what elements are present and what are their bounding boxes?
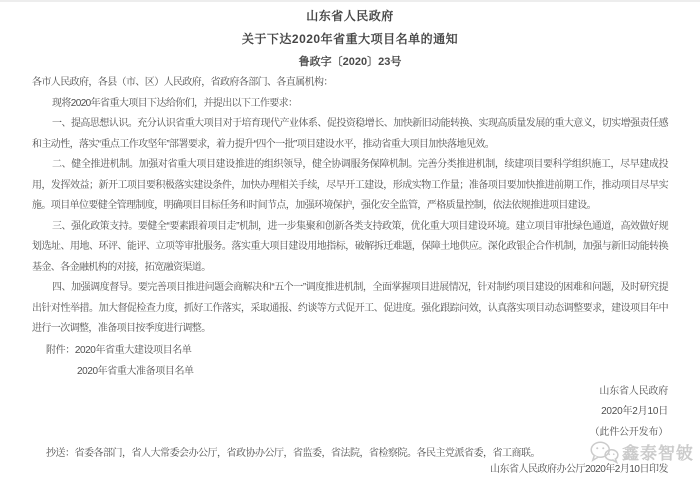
doc-number: 鲁政字〔2020〕23号 (298, 56, 402, 68)
document-body (32, 73, 668, 340)
attachment-line-1 (32, 340, 668, 361)
signature-block (32, 382, 668, 444)
doc-title: 关于下达2020年省重大项目名单的通知 (241, 32, 459, 46)
intro-line: 现将2020年省重大项目下达给你们，并提出以下工作要求： (52, 97, 298, 109)
attachments-label: 附件： (46, 344, 75, 356)
paragraph-2: 二、健全推进机制。加强对省重大项目建设推进的组织领导，健全协调服务保障机制。完善分类推进机制，续建项目要科学组织施工，尽早建成投用，发挥效益；新开工项目要积极落实建设条件，加快办理相关手续，尽早开工建设，形成实物工作量；准备项目要加快推进前期工作，推动项目尽早实施。项目单位要健全管理制度，明确项目目标任务和时间节点，加强环境保护，强化安全监管，严格质量控制，依法依规推进项目建设。 (32, 159, 668, 211)
issue-line: 山东省人民政府办公厅2020年2月10日印发 (490, 464, 668, 475)
attachment-item-2: 2020年省重大准备项目名单 (77, 365, 194, 377)
attachments-block (32, 340, 668, 382)
attachment-item-1: 2020年省重大建设项目名单 (74, 344, 192, 356)
watermark-text: 鑫泰智铍 (622, 444, 694, 463)
signature-date: 2020年2月10日 (601, 406, 668, 417)
signature-org: 山东省人民政府 (599, 385, 668, 397)
document-content (0, 2, 700, 478)
cc-line: 抄送：省委各部门，省人大常委会办公厅，省政协办公厅，省监委，省法院，省检察院。各民主党派省委，省工商联。 (46, 448, 540, 459)
footer (32, 445, 668, 478)
signature-note: （此件公开发布） (589, 426, 668, 438)
paragraph-4: 四、加强调度督导。要完善项目推进问题会商解决和“五个一”调度推进机制，全面掌握项目进展情况，针对制约项目建设的困难和问题，及时研究提出针对性举措。加大督促检查力度，抓好工作落实，采取通报、约谈等方式促开工、促进度。强化跟踪问效，认真落实项目动态调整要求，建设项目年中进行一次调整，准备项目按季度进行调整。 (32, 282, 668, 334)
paragraph-1: 一、提高思想认识。充分认识省重大项目对于培育现代产业体系、促投资稳增长、加快新旧动能转换、实现高质量发展的重大意义，切实增强责任感和主动性，落实“重点工作攻坚年”部署要求，着力提升“四个一批”项目建设水平，推动省重大项目加快落地见效。 (32, 118, 668, 150)
paragraph-3: 三、强化政策支持。要健全“要素跟着项目走”机制，进一步集聚和创新各类支持政策，优化重大项目建设环境。建立项目审批绿色通道，高效做好规划选址、用地、环评、能评、立项等审批服务。落实重大项目建设用地指标，破解拆迁难题，保障土地供应。深化政银企合作机制，加强与新旧动能转换基金、各金融机构的对接，拓宽融资渠道。 (32, 220, 668, 273)
org-title: 山东省人民政府 (306, 9, 394, 23)
salutation: 各市人民政府，各县（市、区）人民政府，省政府各部门、各直属机构： (32, 77, 333, 88)
